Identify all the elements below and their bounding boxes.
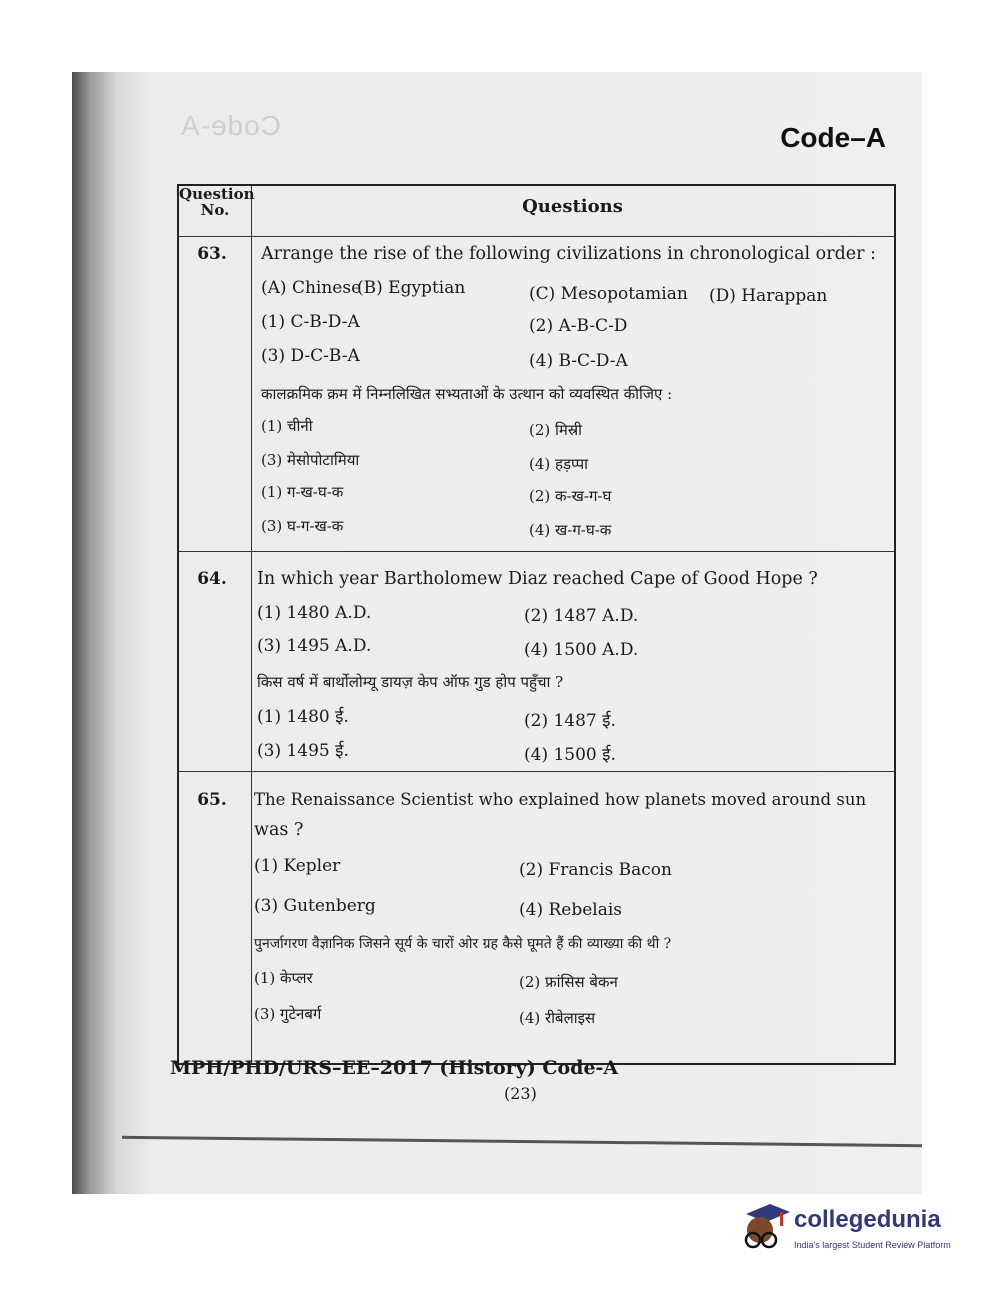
answer-option: (4) B-C-D-A	[529, 351, 628, 371]
list-item: (D) Harappan	[709, 286, 828, 306]
answer-option: (2) 1487 ई.	[524, 711, 616, 731]
list-item: (A) Chinese	[261, 278, 362, 298]
answer-option: (2) A-B-C-D	[529, 316, 628, 336]
answer-option: (4) 1500 ई.	[524, 745, 616, 765]
answer-option: (1) ग-ख-घ-क	[261, 483, 344, 501]
list-item: (B) Egyptian	[357, 278, 466, 298]
question-number: 63.	[197, 244, 227, 264]
answer-option: (2) फ्रांसिस बेकन	[519, 973, 618, 991]
question-text: was ?	[254, 820, 304, 840]
row-rule	[179, 771, 894, 772]
answer-option: (4) रीबेलाइस	[519, 1009, 596, 1027]
column-header-questions: Questions	[522, 196, 623, 217]
list-item: (C) Mesopotamian	[529, 284, 688, 304]
scanned-page	[72, 72, 922, 1194]
brand-logo[interactable]	[736, 1200, 966, 1260]
brand-name: collegedunia	[794, 1206, 941, 1233]
list-item: (3) मेसोपोटामिया	[261, 451, 360, 469]
answer-option: (3) Gutenberg	[254, 896, 376, 916]
column-header-question-no: Question No.	[179, 185, 255, 219]
answer-option: (3) घ-ग-ख-क	[261, 517, 344, 535]
answer-option: (4) Rebelais	[519, 900, 623, 920]
question-number: 65.	[197, 790, 227, 810]
list-item: (2) मिस्री	[529, 421, 583, 439]
column-divider	[251, 186, 252, 1063]
code-header: Code–A	[780, 122, 886, 153]
answer-option: (3) गुटेनबर्ग	[254, 1005, 322, 1023]
list-item: (1) चीनी	[261, 417, 313, 435]
bleed-through-code: Code-A	[180, 110, 281, 141]
answer-option: (2) क-ख-ग-घ	[529, 487, 612, 505]
brand-tagline: India's largest Student Review Platform	[794, 1240, 951, 1250]
question-table	[177, 184, 896, 1065]
question-text: In which year Bartholomew Diaz reached Cape of Good Hope ?	[257, 569, 818, 589]
answer-option: (1) C-B-D-A	[261, 312, 360, 332]
page-number: (23)	[504, 1084, 537, 1103]
exam-footer: MPH/PHD/URS–EE–2017 (History) Code-A	[170, 1057, 619, 1079]
answer-option: (4) 1500 A.D.	[524, 640, 639, 660]
answer-option: (4) ख-ग-घ-क	[529, 521, 612, 539]
row-rule	[179, 551, 894, 552]
mascot-icon	[736, 1200, 792, 1256]
question-text: Arrange the rise of the following civilizations in chronological order :	[261, 244, 876, 264]
header-rule	[179, 236, 894, 237]
bottom-rule	[122, 1136, 922, 1147]
question-text: The Renaissance Scientist who explained how planets moved around sun	[254, 790, 867, 809]
answer-option: (2) Francis Bacon	[519, 860, 672, 880]
answer-option: (1) केप्लर	[254, 969, 313, 987]
question-text-hindi: किस वर्ष में बार्थोलोम्यू डायज़ केप ऑफ गुड होप पहुँचा ?	[257, 673, 564, 691]
answer-option: (1) 1480 ई.	[257, 707, 349, 727]
list-item: (4) हड़प्पा	[529, 455, 589, 473]
answer-option: (3) 1495 ई.	[257, 741, 349, 761]
answer-option: (1) 1480 A.D.	[257, 603, 372, 623]
question-text-hindi: पुनर्जागरण वैज्ञानिक जिसने सूर्य के चारों ओर ग्रह कैसे घूमते हैं की व्याख्या की थी ?	[254, 936, 672, 952]
answer-option: (1) Kepler	[254, 856, 341, 876]
answer-option: (2) 1487 A.D.	[524, 606, 639, 626]
question-number: 64.	[197, 569, 227, 589]
question-text-hindi: कालक्रमिक क्रम में निम्नलिखित सभ्यताओं के उत्थान को व्यवस्थित कीजिए :	[261, 385, 673, 403]
answer-option: (3) 1495 A.D.	[257, 636, 372, 656]
answer-option: (3) D-C-B-A	[261, 346, 360, 366]
